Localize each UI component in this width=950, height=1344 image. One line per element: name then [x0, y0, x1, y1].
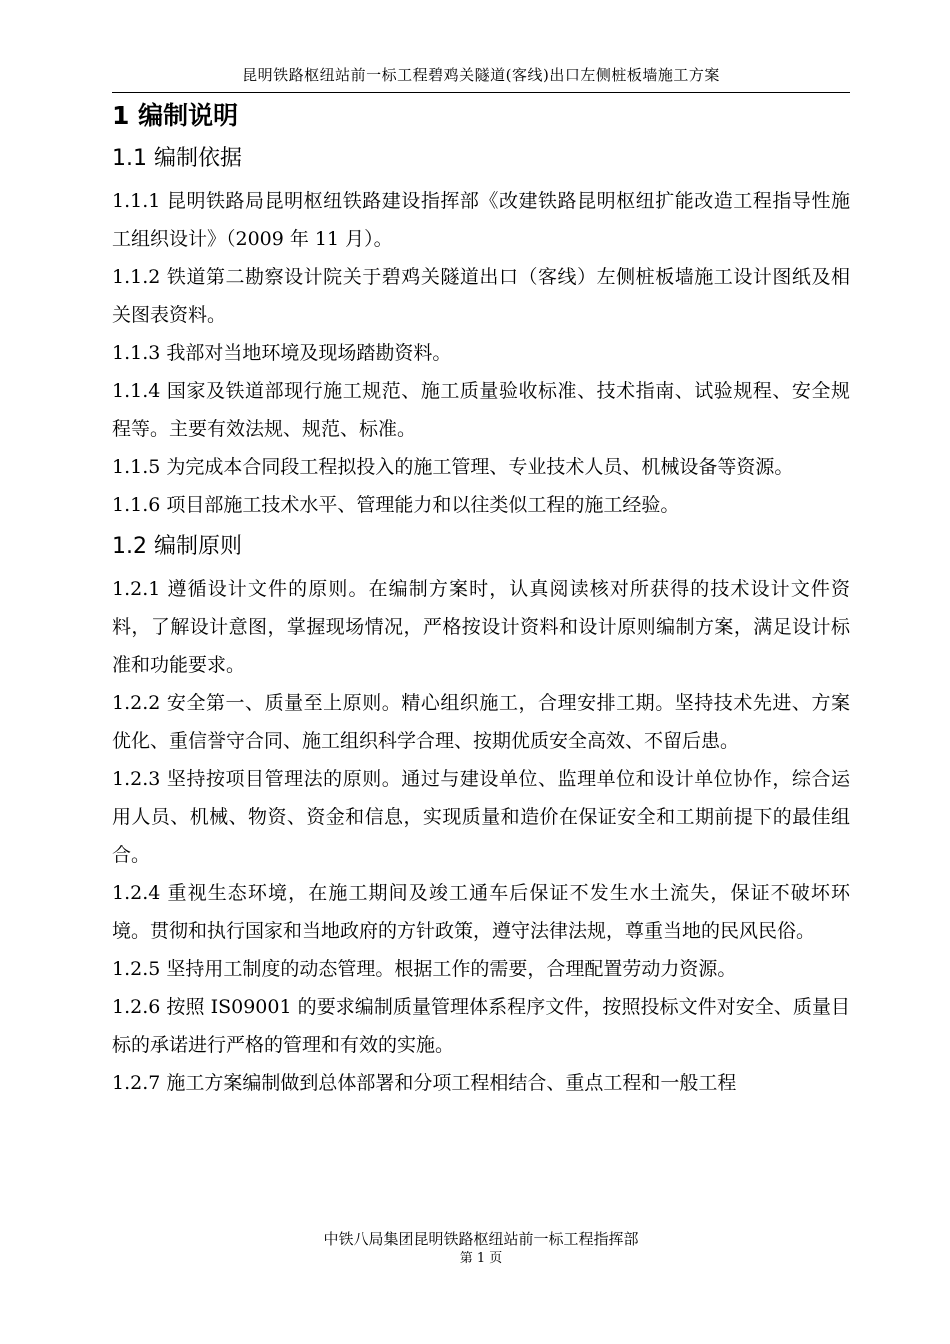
page-header: 昆明铁路枢纽站前一标工程碧鸡关隧道(客线)出口左侧桩板墙施工方案	[242, 66, 720, 84]
paragraph-1-2-4: 1.2.4 重视生态环境，在施工期间及竣工通车后保证不发生水土流失，保证不破坏环境。贯彻和执行国家和当地政府的方针政策，遵守法律法规，尊重当地的民风民俗。	[112, 882, 850, 942]
paragraph-1-1-4: 1.1.4 国家及铁道部现行施工规范、施工质量验收标准、技术指南、试验规程、安全规程等。主要有效法规、规范、标准。	[112, 380, 850, 440]
paragraph-1-1-1: 1.1.1 昆明铁路局昆明枢纽铁路建设指挥部《改建铁路昆明枢纽扩能改造工程指导性施工组织设计》（2009 年 11 月）。	[112, 190, 850, 250]
paragraph-1-2-2: 1.2.2 安全第一、质量至上原则。精心组织施工，合理安排工期。坚持技术先进、方案优化、重信誉守合同、施工组织科学合理、按期优质安全高效、不留后患。	[112, 692, 850, 752]
paragraph-1-1-5: 1.1.5 为完成本合同段工程拟投入的施工管理、专业技术人员、机械设备等资源。	[112, 456, 794, 478]
page-footer: 中铁八局集团昆明铁路枢纽站前一标工程指挥部	[323, 1230, 639, 1248]
paragraph-1-1-3: 1.1.3 我部对当地环境及现场踏勘资料。	[112, 342, 452, 364]
section-1-1-heading: 1.1 编制依据	[112, 146, 242, 171]
header-rule	[112, 92, 850, 93]
page-number: 第 1 页	[459, 1251, 503, 1266]
paragraph-1-2-3: 1.2.3 坚持按项目管理法的原则。通过与建设单位、监理单位和设计单位协作，综合运用人员、机械、物资、资金和信息，实现质量和造价在保证安全和工期前提下的最佳组合。	[112, 768, 850, 866]
paragraph-1-2-7: 1.2.7 施工方案编制做到总体部署和分项工程相结合、重点工程和一般工程	[112, 1072, 737, 1094]
section-1-2-heading: 1.2 编制原则	[112, 534, 242, 559]
section-1-heading: 1 编制说明	[112, 101, 239, 130]
paragraph-1-2-6: 1.2.6 按照 IS09001 的要求编制质量管理体系程序文件，按照投标文件对安全、质量目标的承诺进行严格的管理和有效的实施。	[112, 996, 850, 1056]
paragraph-1-2-5: 1.2.5 坚持用工制度的动态管理。根据工作的需要，合理配置劳动力资源。	[112, 958, 737, 980]
document-body	[112, 96, 850, 1102]
paragraph-1-2-1: 1.2.1 遵循设计文件的原则。在编制方案时，认真阅读核对所获得的技术设计文件资料，了解设计意图，掌握现场情况，严格按设计资料和设计原则编制方案，满足设计标准和功能要求。	[112, 578, 850, 676]
paragraph-1-1-6: 1.1.6 项目部施工技术水平、管理能力和以往类似工程的施工经验。	[112, 494, 680, 516]
paragraph-1-1-2: 1.1.2 铁道第二勘察设计院关于碧鸡关隧道出口（客线）左侧桩板墙施工设计图纸及相关图表资料。	[112, 266, 850, 326]
